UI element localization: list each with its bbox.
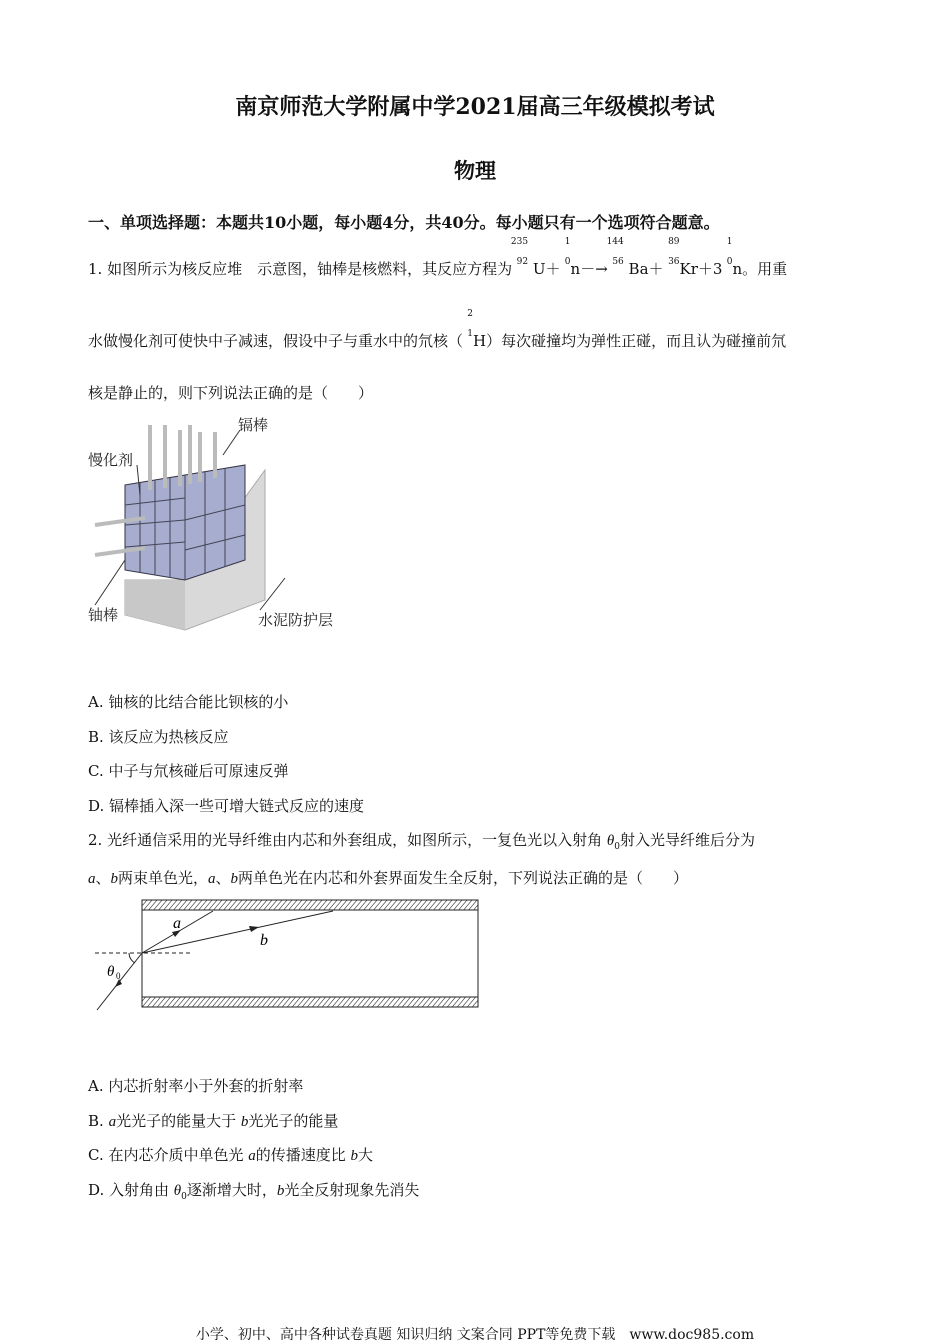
reactor-figure (85, 410, 355, 635)
eq-kr: Kr＋3 (679, 260, 723, 278)
angle-arc (129, 953, 135, 963)
concrete-front (125, 580, 185, 630)
label-uranium-rod: 铀棒 (88, 606, 119, 624)
eq-ba: Ba＋ (628, 260, 664, 278)
var-b: b (240, 1114, 249, 1130)
eq-h: H） (473, 332, 502, 350)
isotope-h (463, 309, 474, 346)
var-b: b (230, 871, 239, 887)
label-theta: θ (107, 964, 115, 980)
label-cadmium-rod: 镉棒 (238, 416, 269, 434)
q1-text: 水做慢化剂可使快中子减速，假设中子与重水中的氘核（ (88, 332, 464, 350)
eq-n: n－→ (570, 260, 608, 278)
q2-option-b (88, 1110, 338, 1131)
var-b: b (350, 1148, 359, 1164)
mass-number: 1 (726, 237, 733, 247)
optical-fiber-figure (85, 890, 495, 1020)
mass-number: 235 (510, 237, 529, 247)
eq-n2: n。用重 (732, 260, 788, 278)
theta-sub: 0 (614, 842, 620, 852)
atomic-number: 0 (726, 257, 733, 267)
mass-number: 144 (606, 237, 624, 247)
q2-text: 两束单色光， (118, 869, 209, 887)
q1-line1 (88, 237, 788, 279)
atomic-number: 92 (516, 257, 529, 267)
isotope-kr (664, 237, 680, 274)
section-heading: 一、单项选择题：本题共10小题，每小题4分，共40分。每小题只有一个选项符合题意。 (88, 213, 720, 232)
q1-option-c: C. 中子与氘核碰后可原速反弹 (88, 762, 289, 780)
isotope-n2 (722, 237, 733, 274)
subject-title: 物理 (454, 158, 496, 183)
cladding-bottom (142, 997, 478, 1007)
exam-title: 南京师范大学附属中学2021届高三年级模拟考试 (235, 94, 715, 120)
label-theta-sub: 0 (116, 971, 121, 981)
q1-text: 每次碰撞均为弹性正碰，而且认为碰撞前氘 (501, 332, 787, 350)
q1-line3: 核是静止的，则下列说法正确的是（ ） (88, 384, 374, 402)
isotope-n (561, 237, 571, 274)
option-text: B. (88, 1112, 109, 1130)
option-text: 光全反射现象先消失 (284, 1181, 420, 1199)
option-text: 逐渐增大时， (186, 1181, 277, 1199)
q2-line2 (88, 867, 688, 888)
q1-option-d: D. 镉棒插入深一些可增大链式反应的速度 (88, 797, 365, 815)
q2-option-a (88, 1075, 303, 1096)
q1-line2 (88, 309, 787, 351)
atomic-number: 36 (668, 257, 680, 267)
label-b: b (260, 932, 268, 949)
q2-text: 、 (215, 869, 231, 887)
option-text: 的传播速度比 (255, 1146, 351, 1164)
atomic-number: 56 (612, 257, 624, 267)
q2-option-c (88, 1144, 373, 1165)
var-a: a (108, 1114, 117, 1130)
atomic-number: 0 (564, 257, 571, 267)
mass-number: 89 (668, 237, 680, 247)
var-b: b (276, 1183, 285, 1199)
theta: θ (173, 1183, 182, 1199)
eq-u: U＋ (532, 260, 561, 278)
option-text: A. 内芯折射率小于外套的折射率 (88, 1077, 304, 1095)
leader-line (95, 560, 125, 605)
label-concrete: 水泥防护层 (258, 611, 334, 629)
ray-b (142, 911, 333, 953)
q2-option-d (88, 1179, 419, 1202)
q2-line1 (88, 829, 755, 852)
isotope-ba (606, 237, 624, 274)
option-text: D. 入射角由 (88, 1181, 174, 1199)
mass-number: 2 (467, 309, 474, 319)
q1-text: 1. 如图所示为核反应堆 示意图，铀棒是核燃料，其反应方程为 (88, 260, 513, 278)
option-text: C. 在内芯介质中单色光 (88, 1146, 249, 1164)
var-a: a (208, 871, 216, 887)
option-text: 光光子的能量 (248, 1112, 339, 1130)
theta-sub: 0 (181, 1192, 187, 1202)
theta: θ (606, 833, 615, 849)
arrow-icon (249, 926, 259, 932)
option-text: 大 (358, 1146, 374, 1164)
q2-text: 两单色光在内芯和外套界面发生全反射，下列说法正确的是（ ） (238, 869, 689, 887)
label-moderator: 慢化剂 (88, 451, 134, 469)
q2-text: 射入光导纤维后分为 (619, 831, 755, 849)
mass-number: 1 (564, 237, 571, 247)
cladding-top (142, 900, 478, 910)
q1-option-b: B. 该反应为热核反应 (88, 728, 229, 746)
atomic-number: 1 (467, 329, 474, 339)
var-a: a (88, 871, 96, 887)
var-b: b (110, 871, 119, 887)
q2-text: 2. 光纤通信采用的光导纤维由内芯和外套组成，如图所示，一复色光以入射角 (88, 831, 607, 849)
q1-option-a: A. 铀核的比结合能比钡核的小 (88, 693, 289, 711)
q2-text: 、 (95, 869, 111, 887)
option-text: 光光子的能量大于 (116, 1112, 241, 1130)
footer-link[interactable]: 小学、初中、高中各种试卷真题 知识归纳 文案合同 PPT等免费下载 www.doc985.com (195, 1327, 755, 1343)
isotope-u (510, 237, 529, 274)
var-a: a (248, 1148, 256, 1164)
label-a: a (173, 915, 181, 932)
